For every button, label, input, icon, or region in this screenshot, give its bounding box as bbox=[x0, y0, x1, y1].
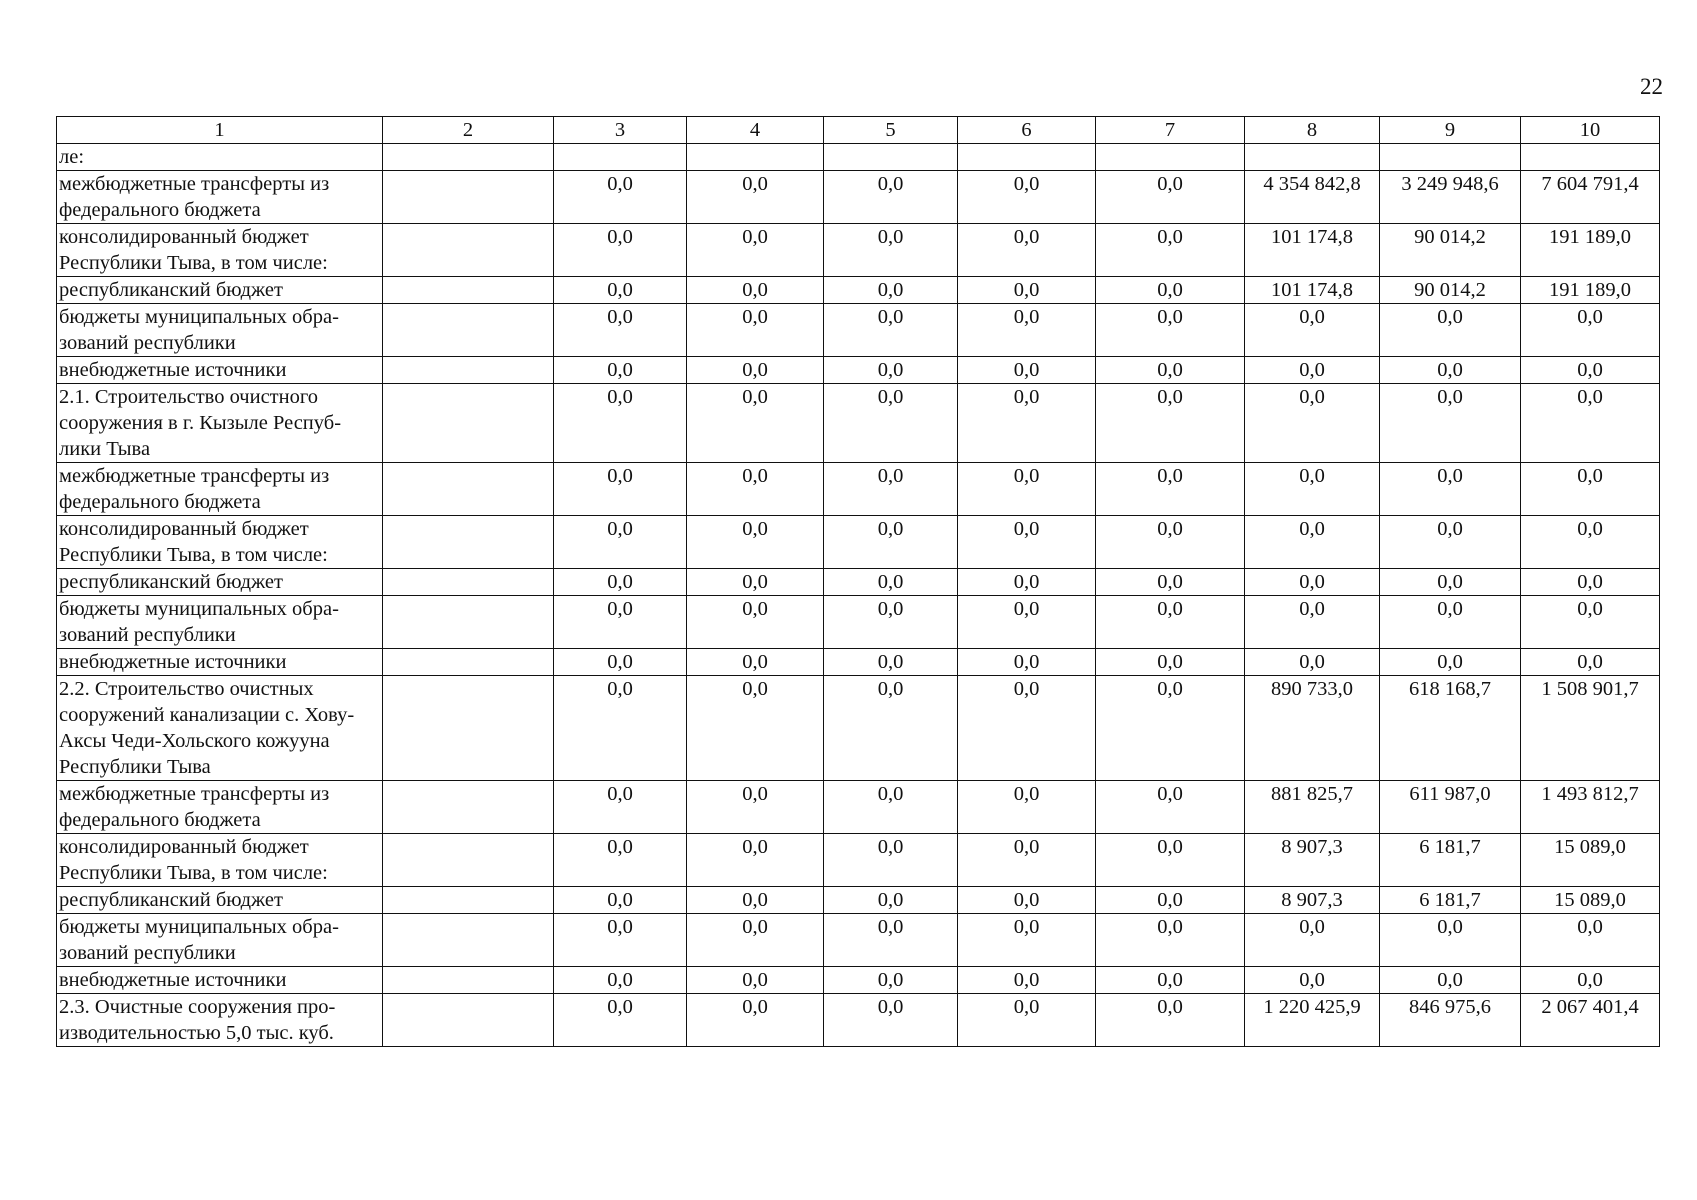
value-cell: 8 907,3 bbox=[1245, 887, 1380, 914]
column-2-cell bbox=[383, 171, 554, 224]
table-body bbox=[57, 144, 1660, 1047]
value-cell: 90 014,2 bbox=[1380, 277, 1521, 304]
value-cell: 0,0 bbox=[554, 834, 687, 887]
table-row bbox=[57, 224, 1660, 277]
column-2-cell bbox=[383, 676, 554, 781]
column-header-7: 7 bbox=[1096, 117, 1245, 144]
row-label: бюджеты муниципальных обра-зований республики bbox=[57, 596, 383, 649]
table-row bbox=[57, 914, 1660, 967]
row-label: консолидированный бюджет Республики Тыва, в том числе: bbox=[57, 224, 383, 277]
value-cell: 0,0 bbox=[824, 304, 958, 357]
value-cell: 15 089,0 bbox=[1521, 887, 1660, 914]
column-2-cell bbox=[383, 834, 554, 887]
value-cell: 0,0 bbox=[1096, 516, 1245, 569]
row-label: республиканский бюджет bbox=[57, 887, 383, 914]
value-cell: 0,0 bbox=[824, 649, 958, 676]
value-cell: 0,0 bbox=[1096, 781, 1245, 834]
table-row bbox=[57, 781, 1660, 834]
row-label: внебюджетные источники bbox=[57, 649, 383, 676]
table-row bbox=[57, 304, 1660, 357]
column-2-cell bbox=[383, 569, 554, 596]
row-label: республиканский бюджет bbox=[57, 277, 383, 304]
value-cell: 0,0 bbox=[958, 781, 1096, 834]
column-header-10: 10 bbox=[1521, 117, 1660, 144]
value-cell: 4 354 842,8 bbox=[1245, 171, 1380, 224]
value-cell: 0,0 bbox=[1380, 914, 1521, 967]
value-cell: 0,0 bbox=[1521, 967, 1660, 994]
value-cell: 0,0 bbox=[1096, 887, 1245, 914]
value-cell: 0,0 bbox=[554, 384, 687, 463]
value-cell bbox=[1380, 144, 1521, 171]
value-cell: 0,0 bbox=[1521, 463, 1660, 516]
value-cell: 0,0 bbox=[1380, 384, 1521, 463]
value-cell: 0,0 bbox=[687, 967, 824, 994]
table-row bbox=[57, 596, 1660, 649]
value-cell: 0,0 bbox=[1380, 304, 1521, 357]
row-label: внебюджетные источники bbox=[57, 357, 383, 384]
value-cell: 0,0 bbox=[1380, 516, 1521, 569]
value-cell: 0,0 bbox=[1096, 224, 1245, 277]
value-cell: 0,0 bbox=[687, 569, 824, 596]
row-label: межбюджетные трансферты из федерального бюджета bbox=[57, 781, 383, 834]
value-cell: 0,0 bbox=[824, 463, 958, 516]
table-row bbox=[57, 384, 1660, 463]
value-cell: 0,0 bbox=[687, 649, 824, 676]
value-cell: 0,0 bbox=[1096, 994, 1245, 1047]
column-2-cell bbox=[383, 304, 554, 357]
value-cell: 0,0 bbox=[1245, 967, 1380, 994]
value-cell: 0,0 bbox=[1096, 357, 1245, 384]
value-cell: 0,0 bbox=[687, 834, 824, 887]
value-cell: 0,0 bbox=[1245, 384, 1380, 463]
value-cell bbox=[958, 144, 1096, 171]
value-cell: 0,0 bbox=[687, 171, 824, 224]
value-cell: 0,0 bbox=[824, 224, 958, 277]
column-header-3: 3 bbox=[554, 117, 687, 144]
value-cell: 0,0 bbox=[687, 224, 824, 277]
value-cell: 0,0 bbox=[1096, 384, 1245, 463]
value-cell: 0,0 bbox=[958, 463, 1096, 516]
value-cell: 0,0 bbox=[554, 994, 687, 1047]
column-2-cell bbox=[383, 277, 554, 304]
value-cell: 0,0 bbox=[554, 171, 687, 224]
row-label: бюджеты муниципальных обра-зований республики bbox=[57, 914, 383, 967]
value-cell bbox=[1245, 144, 1380, 171]
value-cell: 0,0 bbox=[1096, 304, 1245, 357]
value-cell: 0,0 bbox=[1096, 649, 1245, 676]
value-cell: 0,0 bbox=[1245, 357, 1380, 384]
value-cell: 0,0 bbox=[687, 781, 824, 834]
value-cell: 6 181,7 bbox=[1380, 887, 1521, 914]
value-cell: 1 508 901,7 bbox=[1521, 676, 1660, 781]
value-cell: 0,0 bbox=[687, 384, 824, 463]
row-label: консолидированный бюджет Республики Тыва, в том числе: bbox=[57, 516, 383, 569]
value-cell: 0,0 bbox=[958, 596, 1096, 649]
column-header-6: 6 bbox=[958, 117, 1096, 144]
value-cell: 0,0 bbox=[554, 463, 687, 516]
value-cell: 0,0 bbox=[554, 781, 687, 834]
value-cell bbox=[554, 144, 687, 171]
value-cell: 0,0 bbox=[824, 676, 958, 781]
table-row bbox=[57, 967, 1660, 994]
value-cell: 0,0 bbox=[1096, 171, 1245, 224]
value-cell: 0,0 bbox=[958, 224, 1096, 277]
value-cell: 0,0 bbox=[554, 224, 687, 277]
value-cell: 0,0 bbox=[824, 967, 958, 994]
value-cell: 881 825,7 bbox=[1245, 781, 1380, 834]
column-header-5: 5 bbox=[824, 117, 958, 144]
value-cell: 0,0 bbox=[958, 516, 1096, 569]
value-cell: 0,0 bbox=[824, 834, 958, 887]
table-row bbox=[57, 676, 1660, 781]
value-cell: 2 067 401,4 bbox=[1521, 994, 1660, 1047]
column-2-cell bbox=[383, 224, 554, 277]
value-cell: 0,0 bbox=[1521, 569, 1660, 596]
value-cell: 90 014,2 bbox=[1380, 224, 1521, 277]
value-cell: 0,0 bbox=[1245, 304, 1380, 357]
column-2-cell bbox=[383, 994, 554, 1047]
column-header-9: 9 bbox=[1380, 117, 1521, 144]
value-cell: 0,0 bbox=[1521, 304, 1660, 357]
value-cell: 0,0 bbox=[824, 994, 958, 1047]
value-cell: 0,0 bbox=[554, 304, 687, 357]
value-cell: 0,0 bbox=[824, 914, 958, 967]
table-row bbox=[57, 171, 1660, 224]
value-cell: 0,0 bbox=[1521, 357, 1660, 384]
table-row bbox=[57, 463, 1660, 516]
value-cell: 0,0 bbox=[958, 967, 1096, 994]
value-cell: 0,0 bbox=[554, 596, 687, 649]
value-cell: 0,0 bbox=[824, 277, 958, 304]
value-cell: 0,0 bbox=[554, 649, 687, 676]
table-row bbox=[57, 649, 1660, 676]
column-header-4: 4 bbox=[687, 117, 824, 144]
value-cell: 0,0 bbox=[824, 887, 958, 914]
column-header-1: 1 bbox=[57, 117, 383, 144]
value-cell: 0,0 bbox=[824, 357, 958, 384]
value-cell: 6 181,7 bbox=[1380, 834, 1521, 887]
value-cell: 0,0 bbox=[687, 357, 824, 384]
value-cell: 0,0 bbox=[554, 516, 687, 569]
value-cell: 0,0 bbox=[958, 384, 1096, 463]
value-cell: 0,0 bbox=[824, 781, 958, 834]
value-cell: 0,0 bbox=[554, 357, 687, 384]
value-cell bbox=[1521, 144, 1660, 171]
value-cell: 0,0 bbox=[1245, 516, 1380, 569]
value-cell: 0,0 bbox=[687, 516, 824, 569]
page-number: 22 bbox=[1640, 74, 1663, 99]
column-2-cell bbox=[383, 914, 554, 967]
value-cell: 846 975,6 bbox=[1380, 994, 1521, 1047]
value-cell: 0,0 bbox=[1380, 463, 1521, 516]
table-row bbox=[57, 994, 1660, 1047]
value-cell: 0,0 bbox=[1380, 596, 1521, 649]
header-row bbox=[57, 117, 1660, 144]
column-2-cell bbox=[383, 781, 554, 834]
value-cell: 0,0 bbox=[824, 569, 958, 596]
value-cell: 0,0 bbox=[958, 304, 1096, 357]
column-header-2: 2 bbox=[383, 117, 554, 144]
value-cell: 0,0 bbox=[1521, 649, 1660, 676]
value-cell: 0,0 bbox=[1380, 569, 1521, 596]
value-cell bbox=[687, 144, 824, 171]
value-cell: 0,0 bbox=[958, 914, 1096, 967]
value-cell: 0,0 bbox=[1380, 357, 1521, 384]
value-cell bbox=[1096, 144, 1245, 171]
value-cell: 15 089,0 bbox=[1521, 834, 1660, 887]
value-cell: 0,0 bbox=[1521, 384, 1660, 463]
value-cell: 0,0 bbox=[824, 596, 958, 649]
value-cell: 0,0 bbox=[1096, 569, 1245, 596]
value-cell: 0,0 bbox=[1521, 596, 1660, 649]
value-cell: 101 174,8 bbox=[1245, 224, 1380, 277]
value-cell: 0,0 bbox=[1521, 516, 1660, 569]
value-cell: 611 987,0 bbox=[1380, 781, 1521, 834]
value-cell: 0,0 bbox=[687, 914, 824, 967]
table-row bbox=[57, 357, 1660, 384]
row-label: консолидированный бюджет Республики Тыва, в том числе: bbox=[57, 834, 383, 887]
value-cell: 0,0 bbox=[687, 304, 824, 357]
value-cell: 191 189,0 bbox=[1521, 224, 1660, 277]
column-2-cell bbox=[383, 516, 554, 569]
value-cell: 0,0 bbox=[554, 277, 687, 304]
value-cell: 0,0 bbox=[687, 676, 824, 781]
value-cell: 1 493 812,7 bbox=[1521, 781, 1660, 834]
value-cell: 191 189,0 bbox=[1521, 277, 1660, 304]
value-cell: 0,0 bbox=[1380, 649, 1521, 676]
value-cell: 0,0 bbox=[687, 596, 824, 649]
row-label: 2.1. Строительство очистного сооружения в г. Кызыле Респуб-лики Тыва bbox=[57, 384, 383, 463]
table-row bbox=[57, 887, 1660, 914]
column-2-cell bbox=[383, 649, 554, 676]
value-cell: 0,0 bbox=[1096, 834, 1245, 887]
value-cell: 0,0 bbox=[1096, 277, 1245, 304]
column-2-cell bbox=[383, 357, 554, 384]
column-2-cell bbox=[383, 384, 554, 463]
value-cell: 0,0 bbox=[1521, 914, 1660, 967]
value-cell: 618 168,7 bbox=[1380, 676, 1521, 781]
value-cell: 0,0 bbox=[1096, 463, 1245, 516]
table-row bbox=[57, 834, 1660, 887]
value-cell: 0,0 bbox=[1096, 914, 1245, 967]
column-2-cell bbox=[383, 144, 554, 171]
value-cell: 0,0 bbox=[958, 171, 1096, 224]
column-2-cell bbox=[383, 463, 554, 516]
table-row bbox=[57, 569, 1660, 596]
value-cell: 0,0 bbox=[1096, 967, 1245, 994]
value-cell: 0,0 bbox=[1245, 596, 1380, 649]
table-row bbox=[57, 144, 1660, 171]
row-label: 2.2. Строительство очистных сооружений канализации с. Хову-Аксы Чеди-Хольского кожууна Республики Тыва bbox=[57, 676, 383, 781]
value-cell: 0,0 bbox=[554, 914, 687, 967]
value-cell: 0,0 bbox=[687, 277, 824, 304]
table-row bbox=[57, 277, 1660, 304]
column-header-8: 8 bbox=[1245, 117, 1380, 144]
column-2-cell bbox=[383, 967, 554, 994]
value-cell: 101 174,8 bbox=[1245, 277, 1380, 304]
row-label: 2.3. Очистные сооружения про-изводительностью 5,0 тыс. куб. bbox=[57, 994, 383, 1047]
value-cell: 0,0 bbox=[958, 569, 1096, 596]
value-cell: 0,0 bbox=[824, 384, 958, 463]
row-label: внебюджетные источники bbox=[57, 967, 383, 994]
row-label: республиканский бюджет bbox=[57, 569, 383, 596]
value-cell: 0,0 bbox=[1245, 569, 1380, 596]
value-cell: 0,0 bbox=[1245, 463, 1380, 516]
table-row bbox=[57, 516, 1660, 569]
value-cell: 8 907,3 bbox=[1245, 834, 1380, 887]
row-label: межбюджетные трансферты из федерального бюджета bbox=[57, 463, 383, 516]
value-cell: 3 249 948,6 bbox=[1380, 171, 1521, 224]
value-cell: 0,0 bbox=[687, 994, 824, 1047]
column-2-cell bbox=[383, 596, 554, 649]
column-2-cell bbox=[383, 887, 554, 914]
value-cell: 0,0 bbox=[1096, 676, 1245, 781]
value-cell: 0,0 bbox=[824, 171, 958, 224]
value-cell: 0,0 bbox=[1245, 914, 1380, 967]
value-cell: 0,0 bbox=[1096, 596, 1245, 649]
row-label: бюджеты муниципальных обра-зований республики bbox=[57, 304, 383, 357]
row-label: межбюджетные трансферты из федерального бюджета bbox=[57, 171, 383, 224]
value-cell: 0,0 bbox=[554, 676, 687, 781]
value-cell: 0,0 bbox=[554, 569, 687, 596]
value-cell: 0,0 bbox=[687, 463, 824, 516]
value-cell: 0,0 bbox=[958, 676, 1096, 781]
value-cell: 0,0 bbox=[554, 967, 687, 994]
value-cell: 0,0 bbox=[958, 357, 1096, 384]
value-cell bbox=[824, 144, 958, 171]
value-cell: 0,0 bbox=[958, 887, 1096, 914]
value-cell: 0,0 bbox=[958, 649, 1096, 676]
value-cell: 890 733,0 bbox=[1245, 676, 1380, 781]
value-cell: 0,0 bbox=[687, 887, 824, 914]
value-cell: 1 220 425,9 bbox=[1245, 994, 1380, 1047]
value-cell: 7 604 791,4 bbox=[1521, 171, 1660, 224]
value-cell: 0,0 bbox=[958, 834, 1096, 887]
value-cell: 0,0 bbox=[554, 887, 687, 914]
value-cell: 0,0 bbox=[958, 277, 1096, 304]
value-cell: 0,0 bbox=[1380, 967, 1521, 994]
value-cell: 0,0 bbox=[824, 516, 958, 569]
value-cell: 0,0 bbox=[1245, 649, 1380, 676]
budget-table bbox=[56, 116, 1660, 1047]
row-label: ле: bbox=[57, 144, 383, 171]
value-cell: 0,0 bbox=[958, 994, 1096, 1047]
